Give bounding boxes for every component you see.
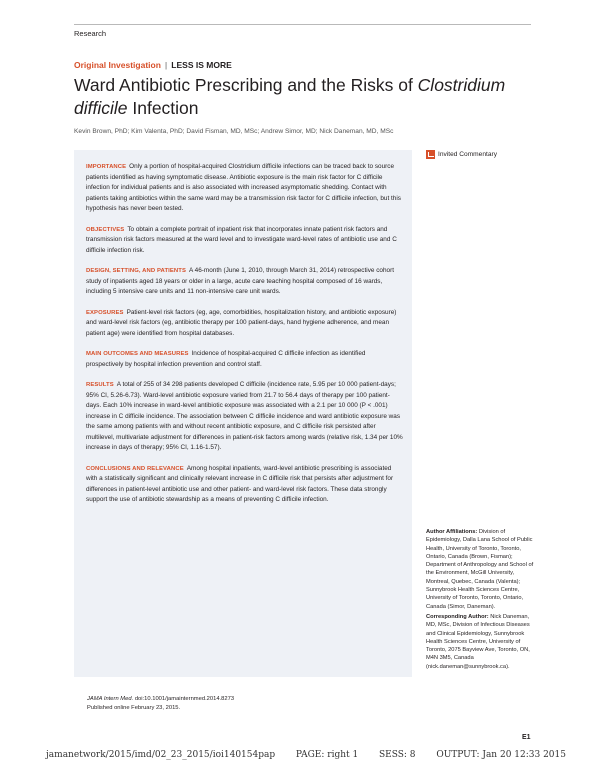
footer-session: SESS: 8 [379,750,416,760]
title-italic: Clostridium difficile [74,75,506,118]
kicker-separator: | [164,60,168,70]
abstract-results [86,380,404,454]
section-label: Research [74,29,107,38]
abstract-outcomes [86,349,404,370]
exposures-label: EXPOSURES [86,309,124,316]
design-text: A 46-month (June 1, 2010, through March 31, 2014) retrospective cohort study of inpatients aged 18 years or older in a large, acute care teaching hospital composed of 16 wards, including 5 intensive care units and 11 non-intensive care unit wards. [86,267,394,295]
objectives-label: OBJECTIVES [86,226,125,233]
article-kicker [74,60,232,70]
page-number: E1 [522,734,531,741]
results-text: A total of 255 of 34 298 patients developed C difficile (incidence rate, 5.95 per 10 000 patient-days; 95% CI, 5.26-6.73). Ward-level antibiotic exposure varied from 21.7 to 56.4 days of therapy per 100 patient-days. Each 10% increase in ward-level antibiotic exposure was associated with a 2.1 per 10 000 (P < .001) increase in C difficile incidence. The association between C difficile incidence and ward antibiotic exposure was the same among patients with and without recent antibiotic exposure, and C difficile risk persisted after multilevel, multivariate adjustment for differences in patient-risk factors among wards (relative risk, 1.34 per 10% increase in days of therapy; 95% CI, 1.16-1.57). [86,381,403,451]
outcomes-text: Incidence of hospital-acquired C difficile infection as identified prospectively by hospital infection prevention and control staff. [86,350,366,368]
affiliations-block [426,528,534,611]
title-part2: Infection [127,98,199,118]
footer-page: PAGE: right 1 [295,750,359,760]
conclusions-text: Among hospital inpatients, ward-level antibiotic prescribing is associated with a statistically significant and clinically relevant increase in C difficile risk that persists after adjustment for differences in patient-level antibiotic use and other patient- and ward-level risk factors. These data strongly support the use of antibiotic stewardship as a means of preventing C difficile infection. [86,464,394,503]
footer-path: jamanetwork/2015/imd/02_23_2015/ioi140154pap [46,750,276,760]
abstract-objectives [86,225,404,257]
corresponding-label: Corresponding Author: [426,613,489,620]
footer-output: OUTPUT: Jan 20 12:33 2015 [436,750,566,760]
conclusions-label: CONCLUSIONS AND RELEVANCE [86,465,184,472]
abstract-box [74,150,412,677]
affiliations-text: Division of Epidemiology, Dalla Lana School of Public Health, University of Toronto, Toronto, Ontario, Canada (Brown, Fisman); Department of Anthropology and School of the Environment, McGill University, Montreal, Quebec, Canada (Valenta); Sunnybrook Health Sciences Centre, University of Toronto, Toronto, Ontario, Canada (Simor, Daneman). [426,529,534,610]
corresponding-text: Nick Daneman, MD, MSc, Division of Infectious Diseases and Clinical Epidemiology, Sunnybrook Health Sciences Centre, University of Toronto, 2075 Bayview Ave, Toronto, ON, M4N 3M5, Canada (nick.daneman@sunnybrook.ca). [426,613,530,670]
importance-text: Only a portion of hospital-acquired Clostridium difficile infections can be traced back to source patients identified as having symptomatic disease. Antibiotic exposure is the main risk factor for C difficile infection for individual patients and is also associated with increased asymptomatic shedding. Contact with patients taking antibiotics within the same ward may be a transmission risk factor for C difficile infection, but this hypothesis has never been tested. [86,163,401,212]
abstract-importance [86,162,404,215]
exposures-text: Patient-level risk factors (eg, age, comorbidities, hospitalization history, and antibiotic exposure) and ward-level risk factors (eg, antibiotic therapy per 100 patient-days, hand hygiene adherence, and mean patient age) were identified from hospital databases. [86,308,397,337]
abstract-exposures [86,308,404,340]
doi-link[interactable]: doi:10.1001/jamainternmed.2014.8273 [134,696,235,702]
journal-name: JAMA Intern Med. [87,696,134,702]
abstract-conclusions [86,464,404,506]
invited-commentary-label: Invited Commentary [438,151,497,158]
importance-label: IMPORTANCE [86,164,127,170]
design-label: DESIGN, SETTING, AND PATIENTS [86,268,186,274]
arrow-icon [426,150,435,159]
abstract-design [86,266,404,298]
citation [87,695,317,712]
top-rule [74,24,531,25]
article-title [74,74,524,120]
author-affiliations [426,528,534,671]
corresponding-block [426,613,534,671]
affiliations-label: Author Affiliations: [426,529,478,535]
objectives-text: To obtain a complete portrait of inpatient risk that incorporates innate patient risk factors and transmission risk factors measured at the ward level and to investigate ward-level rates of antibiotic use and C difficile infection risk. [86,225,397,254]
results-label: RESULTS [86,382,114,388]
kicker-type[interactable]: Original Investigation [74,60,161,70]
invited-commentary-link[interactable] [426,150,497,159]
kicker-series[interactable]: LESS IS MORE [171,60,232,70]
title-part1: Ward Antibiotic Prescribing and the Risks of [74,75,418,95]
author-list: Kevin Brown, PhD; Kim Valenta, PhD; David Fisman, MD, MSc; Andrew Simor, MD; Nick Daneman, MD, MSc [74,128,394,135]
outcomes-label: MAIN OUTCOMES AND MEASURES [86,351,189,357]
published-date: Published online February 23, 2015. [87,704,181,711]
print-footer [46,750,566,760]
